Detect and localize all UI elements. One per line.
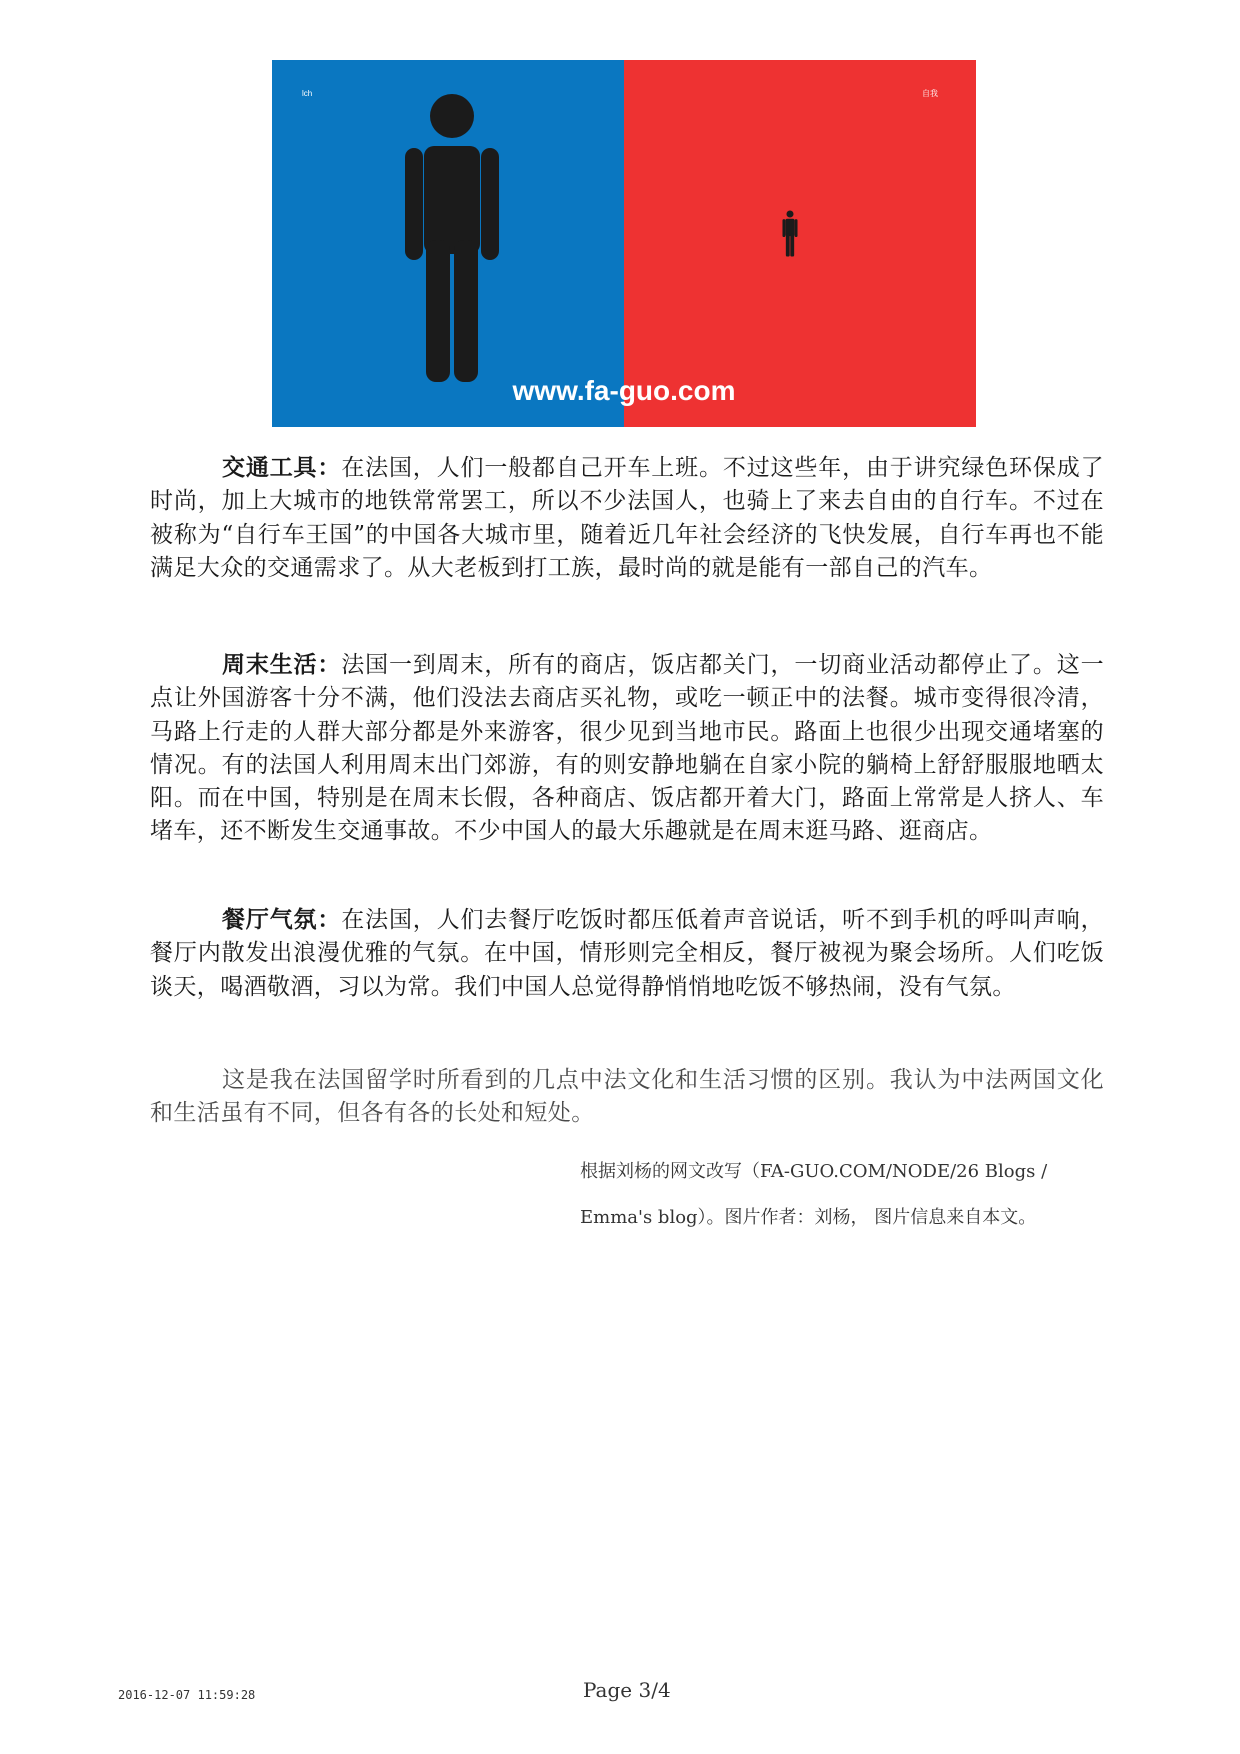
section-body: 法国一到周末，所有的商店，饭店都关门，一切商业活动都停止了。这一点让外国游客十分不满，他们没法去商店买礼物，或吃一顿正中的法餐。城市变得很冷清，马路上行走的人群大部分都是外来游客，很少见到当地市民。路面上也很少出现交通堵塞的情况。有的法国人利用周末出门郊游，有的则安静地躺在自家小院的躺椅上舒舒服服地晒太阳。而在中国，特别是在周末长假，各种商店、饭店都开着大门，路面上常常是人挤人、车堵车，还不断发生交通事故。不少中国人的最大乐趣就是在周末逛马路、逛商店。 [150, 652, 1104, 845]
right-label: 自我 [922, 89, 938, 98]
section-transport [150, 451, 1104, 585]
section-heading: 餐厅气氛： [222, 906, 342, 933]
print-timestamp: 2016-12-07 11:59:28 [118, 1688, 256, 1702]
page-number: Page 3/4 [583, 1678, 671, 1702]
closing-paragraph: 这是我在法国留学时所看到的几点中法文化和生活习惯的区别。我认为中法两国文化和生活虽有不同，但各有各的长处和短处。 [150, 1067, 1104, 1127]
section-dining [150, 903, 1104, 1004]
section-body: 在法国，人们去餐厅吃饭时都压低着声音说话，听不到手机的呼叫声响，餐厅内散发出浪漫优雅的气氛。在中国，情形则完全相反，餐厅被视为聚会场所。人们吃饭谈天，喝酒敬酒，习以为常。我们中国人总觉得静悄悄地吃饭不够热闹，没有气氛。 [150, 907, 1104, 1000]
left-label: lch [302, 89, 313, 98]
section-heading: 交通工具： [222, 454, 342, 481]
credit-line-2: Emma's blog）。图片作者：刘杨， 图片信息来自本文。 [580, 1207, 1037, 1228]
right-panel [624, 60, 976, 427]
credit-line-1: 根据刘杨的网文改写（FA-GUO.COM/NODE/26 Blogs / [580, 1161, 1048, 1182]
section-heading: 周末生活： [222, 651, 342, 678]
section-weekend [150, 648, 1104, 849]
illustration [272, 60, 976, 427]
section-body: 在法国，人们一般都自己开车上班。不过这些年，由于讲究绿色环保成了时尚，加上大城市的地铁常常罢工，所以不少法国人，也骑上了来去自由的自行车。不过在被称为“自行车王国”的中国各大城市里，随着近几年社会经济的飞快发展，自行车再也不能满足大众的交通需求了。从大老板到打工族，最时尚的就是能有一部自己的汽车。 [150, 455, 1104, 581]
illustration-svg [272, 60, 976, 427]
watermark: www.fa-guo.com [512, 375, 736, 406]
